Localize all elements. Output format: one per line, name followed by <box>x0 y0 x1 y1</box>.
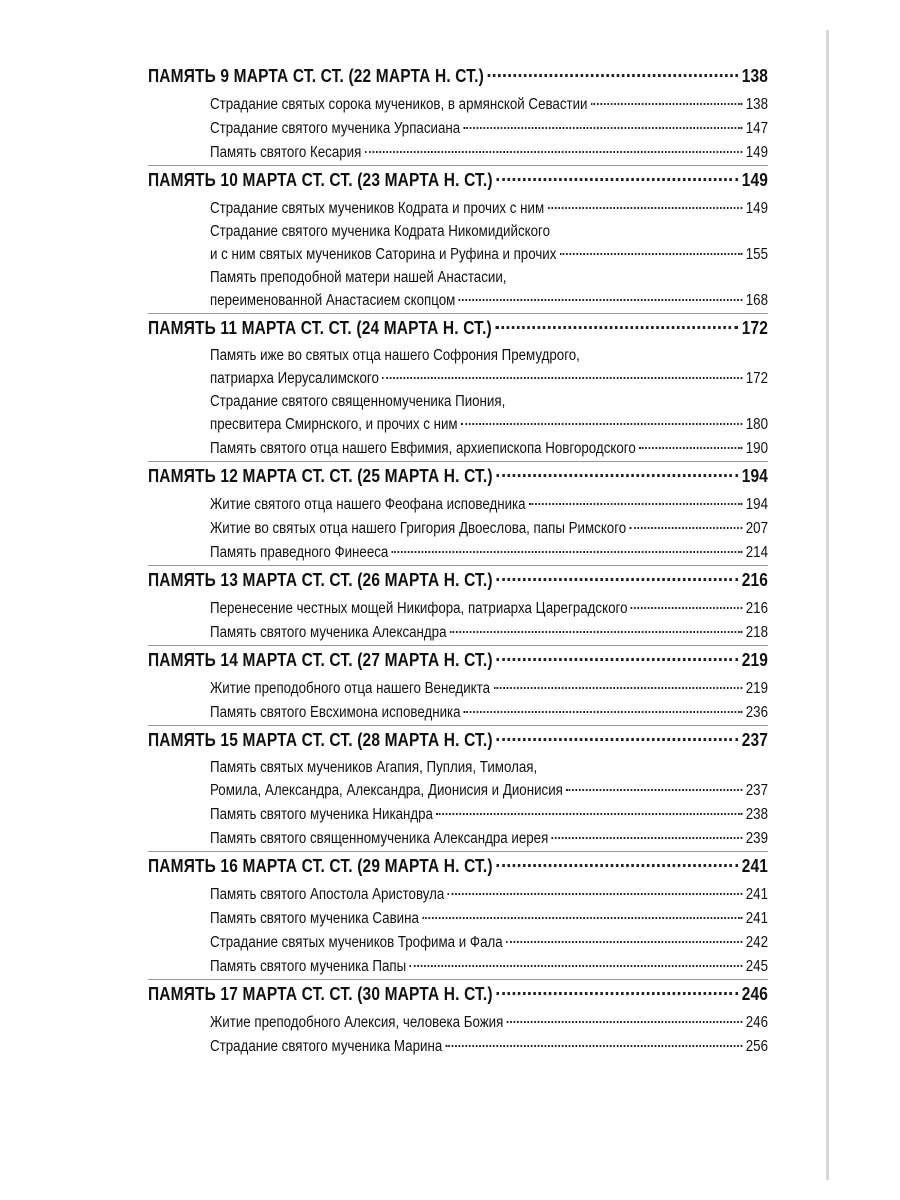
dot-leader <box>560 253 742 255</box>
toc-section <box>148 851 768 979</box>
entry-title: патриарха Иерусалимского <box>210 370 379 387</box>
section-heading[interactable] <box>148 852 768 883</box>
dot-leader <box>422 917 742 919</box>
entry-line <box>210 93 768 117</box>
section-title: ПАМЯТЬ 13 МАРТА СТ. СТ. (26 МАРТА Н. СТ.) <box>148 570 493 590</box>
section-title: ПАМЯТЬ 10 МАРТА СТ. СТ. (23 МАРТА Н. СТ.) <box>148 170 493 190</box>
toc-section <box>148 313 768 461</box>
section-page-number: 194 <box>741 466 769 486</box>
toc-entry[interactable] <box>210 803 768 827</box>
entry-title: Житие преподобного Алексия, человека Божия <box>210 1014 504 1031</box>
entry-page-number: 239 <box>745 830 768 847</box>
toc-entry[interactable] <box>210 1035 768 1059</box>
section-page-number: 219 <box>741 650 769 670</box>
entry-line <box>210 243 768 267</box>
entry-title: Житие святого отца нашего Феофана исповедника <box>210 496 526 513</box>
dot-leader <box>507 1021 743 1023</box>
entry-title: Ромила, Александра, Александра, Дионисия и Дионисия <box>210 782 563 799</box>
dot-leader <box>459 299 743 301</box>
dot-leader <box>552 837 743 839</box>
dot-leader <box>495 326 738 329</box>
toc-entry[interactable] <box>210 827 768 851</box>
dot-leader <box>506 941 742 943</box>
entry-page-number: 256 <box>745 1038 768 1055</box>
entry-title: пресвитера Смирнского, и прочих с ним <box>210 416 458 433</box>
entry-page-number: 246 <box>745 1014 768 1031</box>
entry-title: Память святого мученика Савина <box>210 910 419 927</box>
section-page-number: 246 <box>741 984 769 1004</box>
dot-leader <box>566 789 742 791</box>
entry-line <box>210 931 768 955</box>
dot-leader <box>496 178 738 181</box>
entry-page-number: 242 <box>745 934 768 951</box>
entry-title: Память праведного Финееса <box>210 544 389 561</box>
entry-page-number: 155 <box>745 246 768 263</box>
toc-entry[interactable] <box>210 931 768 955</box>
dot-leader <box>529 503 742 505</box>
entry-page-number: 237 <box>745 782 768 799</box>
section-page-number: 138 <box>741 66 769 86</box>
section-heading[interactable] <box>148 62 768 93</box>
toc-entry[interactable] <box>210 541 768 565</box>
entry-page-number: 241 <box>745 886 768 903</box>
section-heading[interactable] <box>148 462 768 493</box>
entry-line <box>210 413 768 437</box>
toc-entry[interactable] <box>210 621 768 645</box>
entry-page-number: 218 <box>745 624 768 641</box>
toc-entry[interactable] <box>210 955 768 979</box>
entry-page-number: 216 <box>745 600 768 617</box>
entry-line <box>210 779 768 803</box>
section-heading[interactable] <box>148 166 768 197</box>
entry-page-number: 149 <box>745 144 768 161</box>
section-page-number: 149 <box>741 170 769 190</box>
dot-leader <box>487 74 738 77</box>
entry-line <box>210 391 768 413</box>
dot-leader <box>436 813 742 815</box>
entry-title: Страдание святого священномученика Пиония, <box>210 393 506 410</box>
entry-line <box>210 907 768 931</box>
toc-entry[interactable] <box>210 1011 768 1035</box>
entry-page-number: 219 <box>745 680 768 697</box>
entry-page-number: 147 <box>745 120 768 137</box>
toc-entry[interactable] <box>210 701 768 725</box>
entry-page-number: 207 <box>745 520 768 537</box>
toc-section <box>148 645 768 725</box>
toc-section <box>148 725 768 851</box>
entry-line <box>210 289 768 313</box>
entry-page-number: 190 <box>745 440 768 457</box>
dot-leader <box>639 447 742 449</box>
toc-entry[interactable] <box>210 141 768 165</box>
toc-entry[interactable] <box>210 93 768 117</box>
toc-section <box>148 165 768 313</box>
entry-line <box>210 701 768 725</box>
entry-line <box>210 1035 768 1059</box>
entry-title: Страдание святого мученика Марина <box>210 1038 443 1055</box>
entry-line <box>210 883 768 907</box>
dot-leader <box>631 607 742 609</box>
dot-leader <box>496 578 738 581</box>
entry-line <box>210 517 768 541</box>
entry-page-number: 245 <box>745 958 768 975</box>
dot-leader <box>461 423 742 425</box>
dot-leader <box>382 377 742 379</box>
entry-line <box>210 117 768 141</box>
entry-line <box>210 541 768 565</box>
entry-title: Страдание святых мучеников Трофима и Фала <box>210 934 503 951</box>
entry-page-number: 241 <box>745 910 768 927</box>
entry-title: Страдание святого мученика Урпасиана <box>210 120 461 137</box>
entry-title: Память святых мучеников Агапия, Пуплия, Тимолая, <box>210 759 538 776</box>
entry-line <box>210 677 768 701</box>
section-title: ПАМЯТЬ 15 МАРТА СТ. СТ. (28 МАРТА Н. СТ.) <box>148 730 493 750</box>
section-heading[interactable] <box>148 980 768 1011</box>
toc-entry[interactable] <box>210 117 768 141</box>
entry-line <box>210 367 768 391</box>
toc-section <box>148 461 768 565</box>
toc-entry[interactable] <box>210 677 768 701</box>
dot-leader <box>630 527 743 529</box>
entry-line <box>210 267 768 289</box>
entry-line <box>210 493 768 517</box>
dot-leader <box>496 864 738 867</box>
table-of-contents <box>148 62 768 1059</box>
entry-page-number: 236 <box>745 704 768 721</box>
entry-title: Память святого Апостола Аристовула <box>210 886 445 903</box>
entry-title: Память святого мученика Никандра <box>210 806 433 823</box>
toc-entry[interactable] <box>210 345 768 391</box>
toc-section <box>148 62 768 165</box>
entry-line <box>210 597 768 621</box>
toc-entry[interactable] <box>210 597 768 621</box>
entry-line <box>210 197 768 221</box>
entry-line <box>210 1011 768 1035</box>
entry-page-number: 172 <box>745 370 768 387</box>
entry-line <box>210 803 768 827</box>
section-heading[interactable] <box>148 646 768 677</box>
entry-title: Память преподобной матери нашей Анастасии, <box>210 269 507 286</box>
dot-leader <box>548 207 743 209</box>
toc-entry[interactable] <box>210 437 768 461</box>
entry-title: Память святого мученика Папы <box>210 958 407 975</box>
entry-title: Житие преподобного отца нашего Венедикта <box>210 680 491 697</box>
entry-title: переименованной Анастасием скопцом <box>210 292 456 309</box>
dot-leader <box>410 965 743 967</box>
entry-line <box>210 827 768 851</box>
section-page-number: 237 <box>741 730 769 750</box>
dot-leader <box>464 711 742 713</box>
entry-title: Страдание святого мученика Кодрата Никомидийского <box>210 223 550 240</box>
section-title: ПАМЯТЬ 11 МАРТА СТ. СТ. (24 МАРТА Н. СТ.) <box>148 318 492 338</box>
dot-leader <box>464 127 743 129</box>
section-title: ПАМЯТЬ 17 МАРТА СТ. СТ. (30 МАРТА Н. СТ.) <box>148 984 493 1004</box>
entry-line <box>210 437 768 461</box>
entry-title: Страдание святых сорока мучеников, в армянской Севастии <box>210 96 588 113</box>
section-title: ПАМЯТЬ 14 МАРТА СТ. СТ. (27 МАРТА Н. СТ.) <box>148 650 493 670</box>
entry-title: Память иже во святых отца нашего Софрония Премудрого, <box>210 347 580 364</box>
section-heading[interactable] <box>148 566 768 597</box>
dot-leader <box>392 551 743 553</box>
entry-title: Страдание святых мучеников Кодрата и прочих с ним <box>210 200 545 217</box>
dot-leader <box>448 893 743 895</box>
section-page-number: 216 <box>741 570 769 590</box>
section-page-number: 172 <box>741 318 769 338</box>
entry-line <box>210 221 768 243</box>
entry-page-number: 180 <box>745 416 768 433</box>
entry-title: Память святого Евсхимона исповедника <box>210 704 461 721</box>
dot-leader <box>591 103 742 105</box>
entry-page-number: 149 <box>745 200 768 217</box>
section-heading[interactable] <box>148 314 768 345</box>
page-edge <box>826 30 829 1180</box>
entry-title: Память святого отца нашего Евфимия, архиепископа Новгородского <box>210 440 636 457</box>
entry-page-number: 168 <box>745 292 768 309</box>
toc-entry[interactable] <box>210 267 768 313</box>
toc-entry[interactable] <box>210 517 768 541</box>
toc-entry[interactable] <box>210 391 768 437</box>
dot-leader <box>496 474 738 477</box>
section-title: ПАМЯТЬ 9 МАРТА СТ. СТ. (22 МАРТА Н. СТ.) <box>148 66 484 86</box>
entry-title: Перенесение честных мощей Никифора, патриарха Цареградского <box>210 600 628 617</box>
toc-entry[interactable] <box>210 197 768 221</box>
dot-leader <box>496 992 738 995</box>
toc-entry[interactable] <box>210 493 768 517</box>
entry-title: Житие во святых отца нашего Григория Двоеслова, папы Римского <box>210 520 627 537</box>
entry-line <box>210 345 768 367</box>
dot-leader <box>493 687 742 689</box>
toc-entry[interactable] <box>210 907 768 931</box>
section-title: ПАМЯТЬ 12 МАРТА СТ. СТ. (25 МАРТА Н. СТ.) <box>148 466 493 486</box>
entry-title: Память святого Кесария <box>210 144 362 161</box>
dot-leader <box>365 151 743 153</box>
dot-leader <box>496 738 738 741</box>
toc-entry[interactable] <box>210 883 768 907</box>
entry-title: Память святого священномученика Александра иерея <box>210 830 549 847</box>
toc-entry[interactable] <box>210 757 768 803</box>
entry-page-number: 238 <box>745 806 768 823</box>
entry-line <box>210 757 768 779</box>
section-heading[interactable] <box>148 726 768 757</box>
entry-title: и с ним святых мучеников Саторина и Руфина и прочих <box>210 246 557 263</box>
section-title: ПАМЯТЬ 16 МАРТА СТ. СТ. (29 МАРТА Н. СТ.) <box>148 856 493 876</box>
entry-line <box>210 955 768 979</box>
toc-section <box>148 565 768 645</box>
toc-entry[interactable] <box>210 221 768 267</box>
entry-line <box>210 141 768 165</box>
entry-page-number: 214 <box>745 544 768 561</box>
dot-leader <box>446 1045 743 1047</box>
entry-page-number: 138 <box>745 96 768 113</box>
dot-leader <box>450 631 742 633</box>
toc-section <box>148 979 768 1059</box>
section-page-number: 241 <box>741 856 769 876</box>
entry-page-number: 194 <box>745 496 768 513</box>
dot-leader <box>496 658 738 661</box>
entry-title: Память святого мученика Александра <box>210 624 447 641</box>
entry-line <box>210 621 768 645</box>
